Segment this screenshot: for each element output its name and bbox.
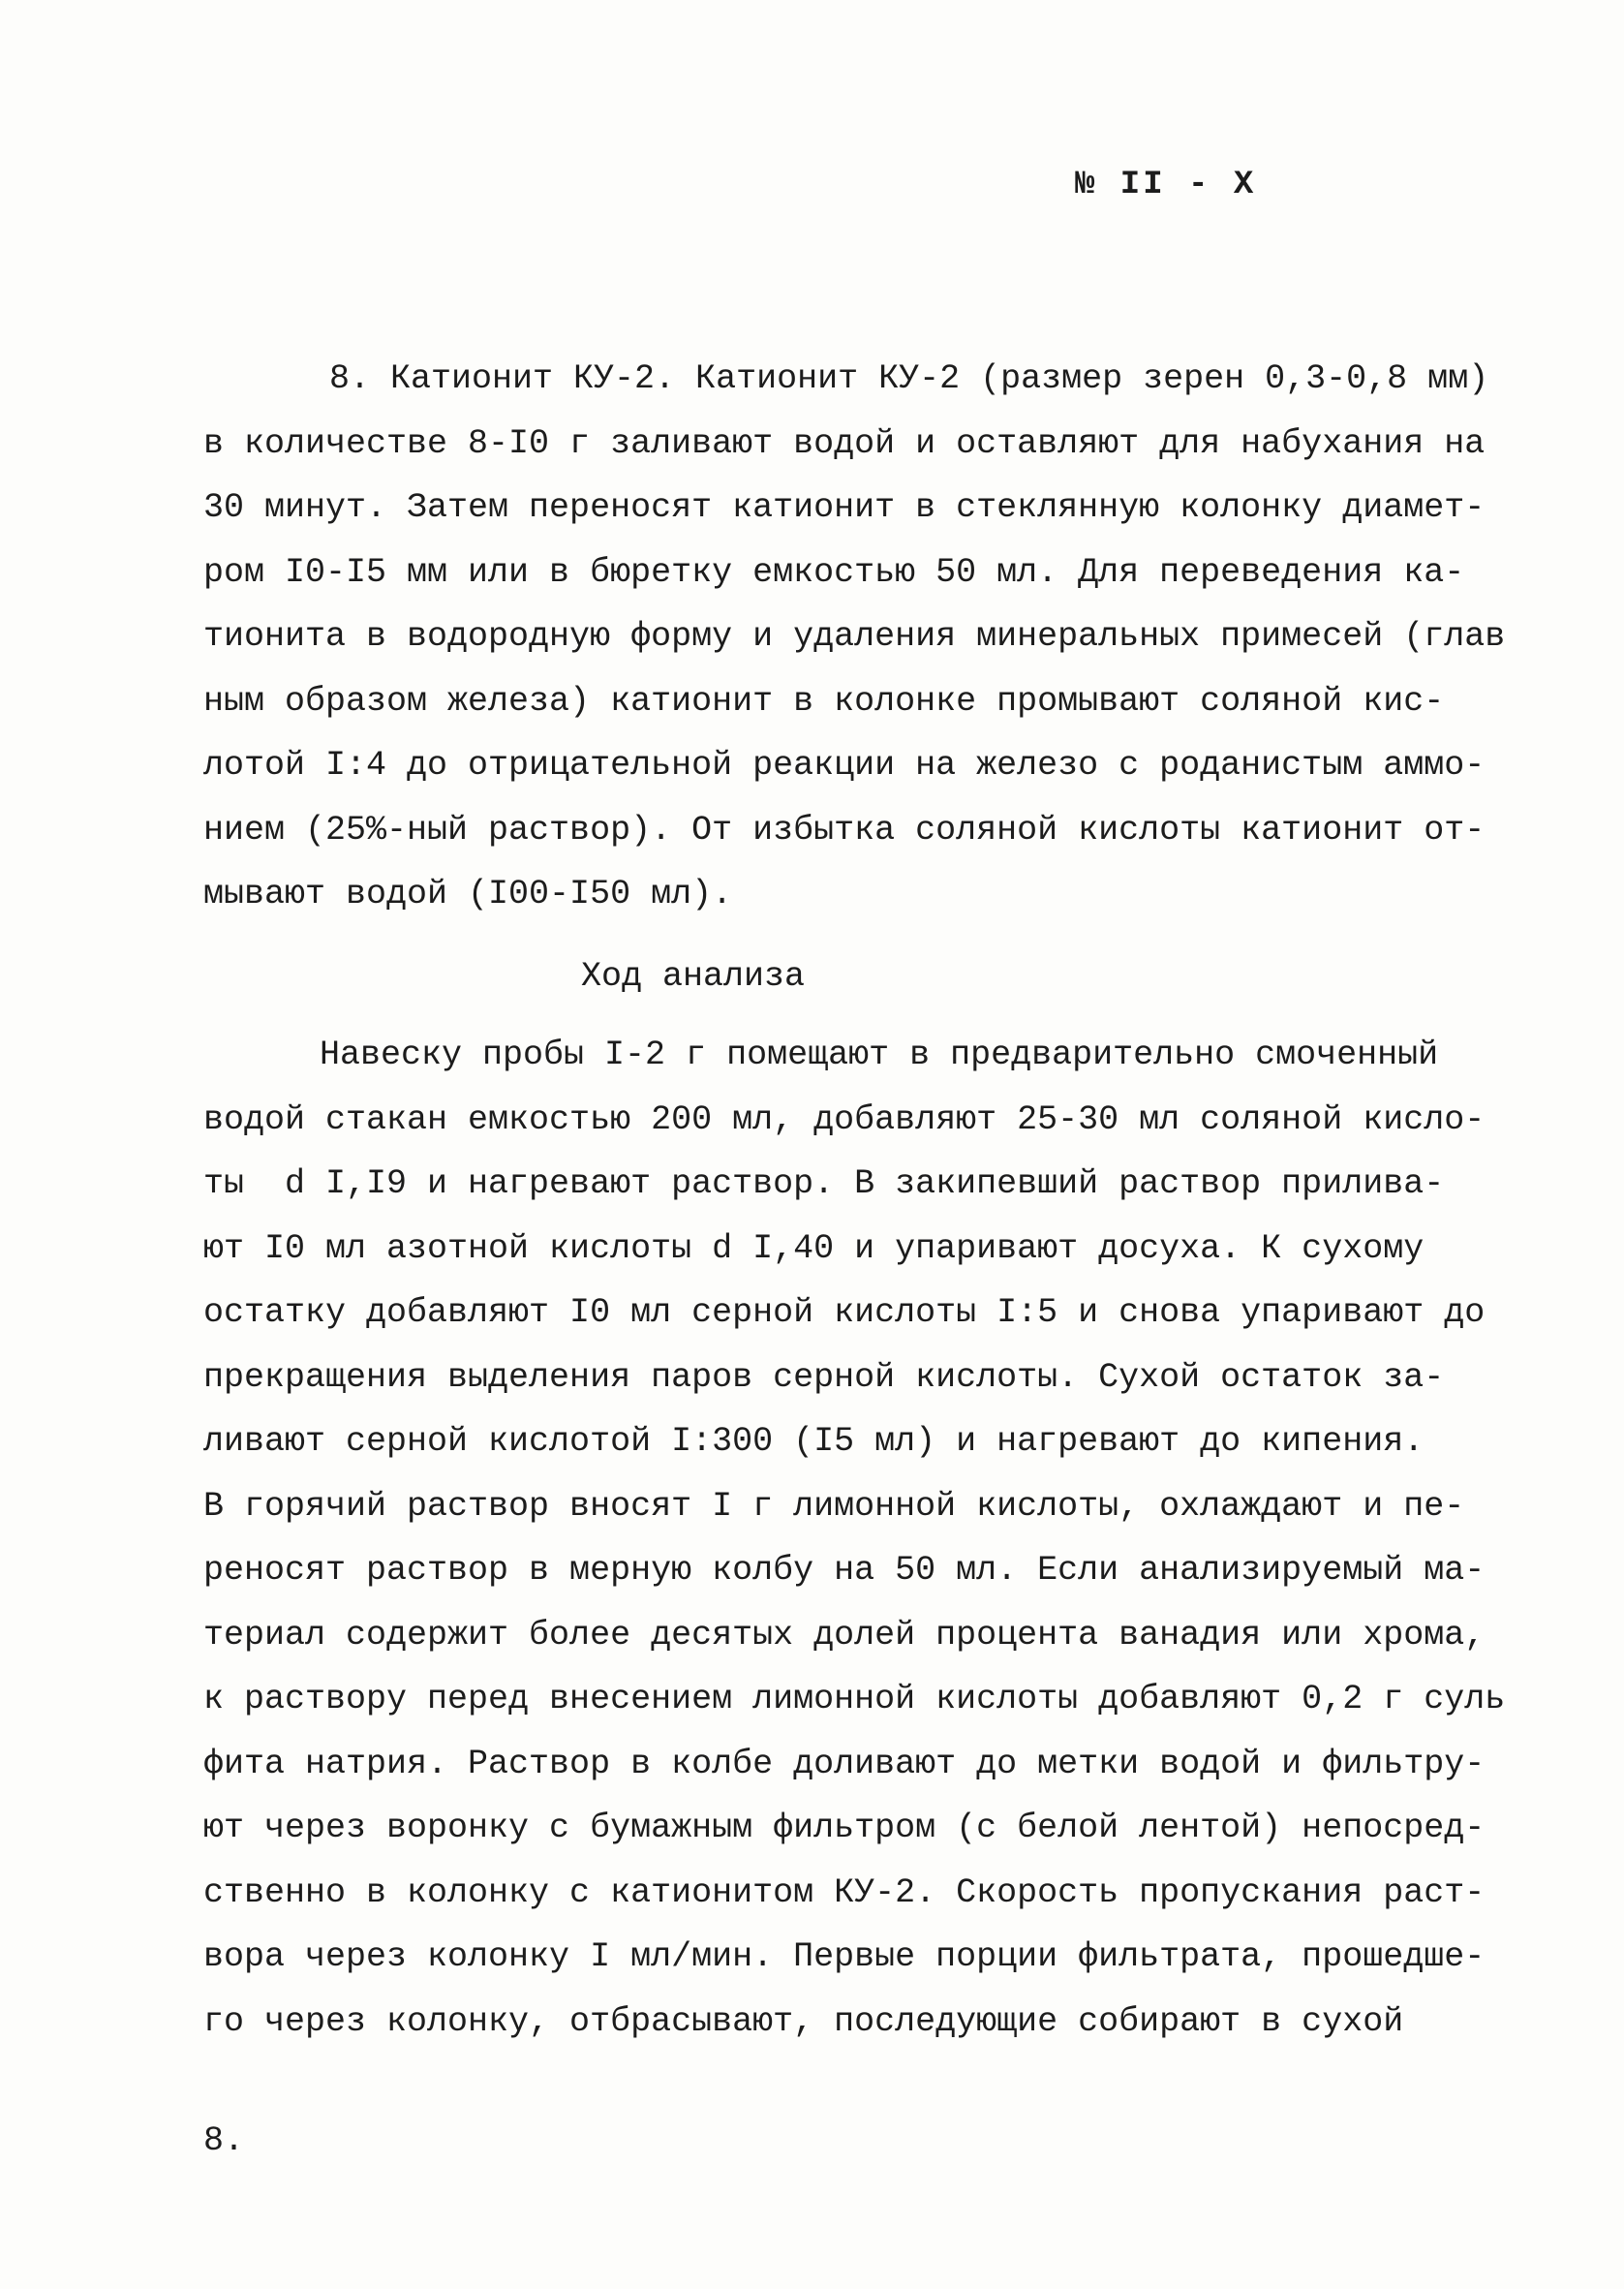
text-line: ют I0 мл азотной кислоты d I,40 и упаривают досуха. К сухому (203, 1228, 1425, 1268)
text-line: ливают серной кислотой I:300 (I5 мл) и нагревают до кипения. (203, 1422, 1425, 1461)
text-line: 30 минут. Затем переносят катионит в стеклянную колонку диамет- (203, 488, 1486, 527)
text-line: остатку добавляют I0 мл серной кислоты I:5 и снова упаривают до (203, 1293, 1486, 1332)
text-line: териал содержит более десятых долей процента ванадия или хрома, (203, 1615, 1486, 1655)
text-line: мывают водой (I00-I50 мл). (203, 875, 733, 913)
text-line: ром I0-I5 мм или в бюретку емкостью 50 мл. Для переведения ка- (203, 552, 1465, 592)
document-number: № II - X (1075, 167, 1257, 203)
text-line: ты d I,I9 и нагревают раствор. В закипевший раствор прилива- (203, 1164, 1445, 1203)
text-line: лотой I:4 до отрицательной реакции на железо с роданистым аммо- (203, 746, 1486, 785)
text-line: фита натрия. Раствор в колбе доливают до метки водой и фильтру- (203, 1744, 1486, 1783)
text-line: вора через колонку I мл/мин. Первые порции фильтрата, прошедше- (203, 1937, 1486, 1976)
text-line: к раствору перед внесением лимонной кислоты добавляют 0,2 г суль (203, 1680, 1506, 1718)
text-line: нием (25%-ный раствор). От избытка соляной кислоты катионит от- (203, 810, 1486, 850)
text-line: Навеску пробы I-2 г помещают в предварительно смоченный (320, 1036, 1439, 1074)
text-line: В горячий раствор вносят I г лимонной кислоты, охлаждают и пе- (203, 1486, 1465, 1526)
text-line: водой стакан емкостью 200 мл, добавляют 25-30 мл соляной кисло- (203, 1099, 1486, 1139)
paragraph-cation-exchanger (203, 347, 1506, 927)
text-line: в количестве 8-I0 г заливают водой и оставляют для набухания на (203, 423, 1486, 463)
text-line: реносят раствор в мерную колбу на 50 мл. Если анализируемый ма- (203, 1551, 1486, 1590)
paragraph-analysis-procedure (203, 1023, 1506, 2054)
text-line: 8. Катионит КУ-2. Катионит КУ-2 (размер зерен 0,3-0,8 мм) (329, 359, 1489, 398)
text-line: ственно в колонку с катионитом КУ-2. Скорость пропускания раст- (203, 1872, 1486, 1912)
page-number: 8. (203, 2121, 245, 2160)
text-line: ют через воронку с бумажным фильтром (с белой лентой) непосред- (203, 1809, 1486, 1847)
text-line: тионита в водородную форму и удаления минеральных примесей (глав (203, 617, 1506, 656)
text-line: прекращения выделения паров серной кислоты. Сухой остаток за- (203, 1357, 1445, 1397)
text-line: ным образом железа) катионит в колонке промывают соляной кис- (203, 681, 1445, 721)
section-heading: Ход анализа (581, 957, 806, 996)
text-line: го через колонку, отбрасывают, последующие собирают в сухой (203, 2001, 1404, 2041)
